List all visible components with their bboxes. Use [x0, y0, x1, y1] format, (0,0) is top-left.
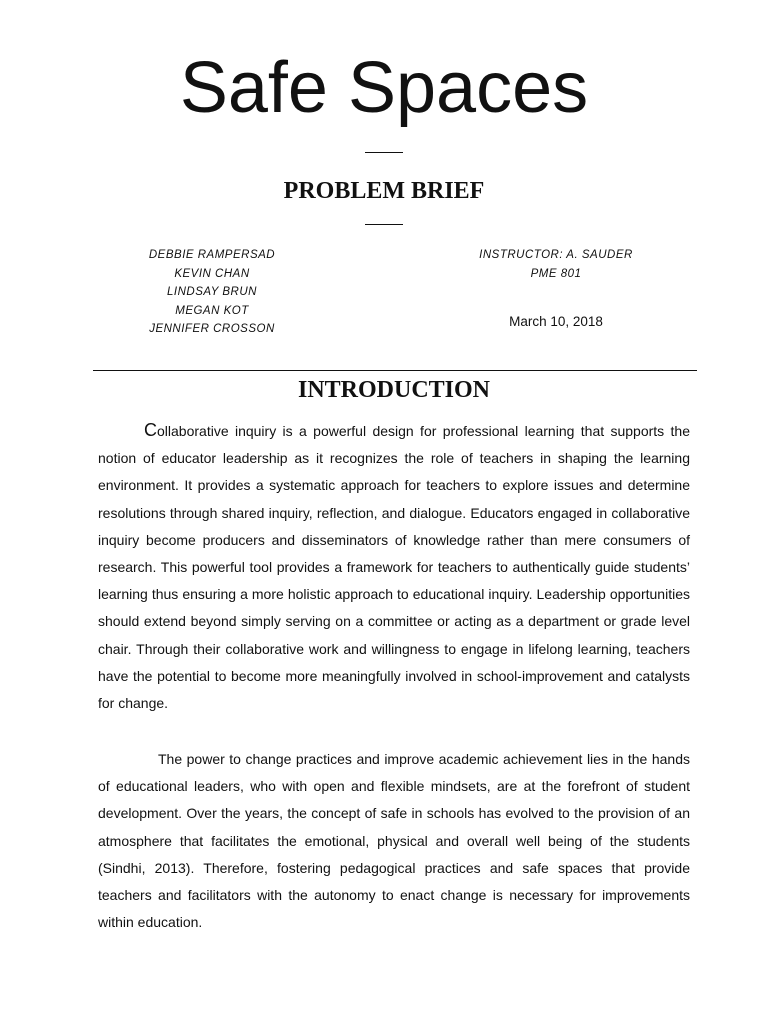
intro-paragraph-2: The power to change practices and improve academic achievement lies in the hands of educational leaders, who with open and flexible mindsets, are at the forefront of student development. Over the years, the concept of safe in schools has evolved to the provision of an atmosphere that facilitates the emotional, physical and overall well being of the students (Sindhi, 2013). Therefore, fostering pedagogical practices and safe spaces that provide teachers and facilitators with the autonomy to enact change is necessary for improvements within education. — [98, 751, 690, 931]
instructor-block — [456, 246, 656, 283]
author-name: DEBBIE RAMPERSAD — [148, 249, 276, 261]
section-divider — [93, 370, 697, 371]
title-divider — [365, 152, 403, 153]
document-date: March 10, 2018 — [509, 314, 603, 329]
section-heading: INTRODUCTION — [297, 377, 491, 403]
author-name: JENNIFER CROSSON — [149, 323, 275, 335]
subtitle-divider — [365, 224, 403, 225]
author-name: KEVIN CHAN — [174, 267, 250, 280]
document-subtitle: PROBLEM BRIEF — [283, 178, 485, 204]
author-list — [112, 246, 312, 339]
paragraph-initial: C — [144, 420, 157, 440]
paragraph-text: ollaborative inquiry is a powerful design for professional learning that supports the notion of educator leadership as it recognizes the role of teachers in shaping the learning environment. It provides a systematic approach for teachers to explore issues and determine resolutions through shared inquiry, reflection, and dialogue. Educators engaged in collaborative inquiry become producers and disseminators of knowledge rather than mere consumers of research. This powerful tool provides a framework for teachers to authentically guide students’ learning thus ensuring a more holistic approach to educational inquiry. Leadership opportunities should extend beyond simply serving on a committee or acting as a department or grade level chair. Through their collaborative work and willingness to engage in lifelong learning, teachers have the potential to become more meaningfully involved in school-improvement and catalysts for change. — [98, 423, 690, 712]
intro-paragraph-1 — [98, 417, 690, 717]
author-name: MEGAN KOT — [175, 304, 249, 317]
instructor-name: INSTRUCTOR: A. SAUDER — [479, 249, 633, 261]
course-code: PME 801 — [530, 267, 582, 280]
document-title: Safe Spaces — [179, 48, 589, 128]
author-name: LINDSAY BRUN — [167, 286, 257, 298]
